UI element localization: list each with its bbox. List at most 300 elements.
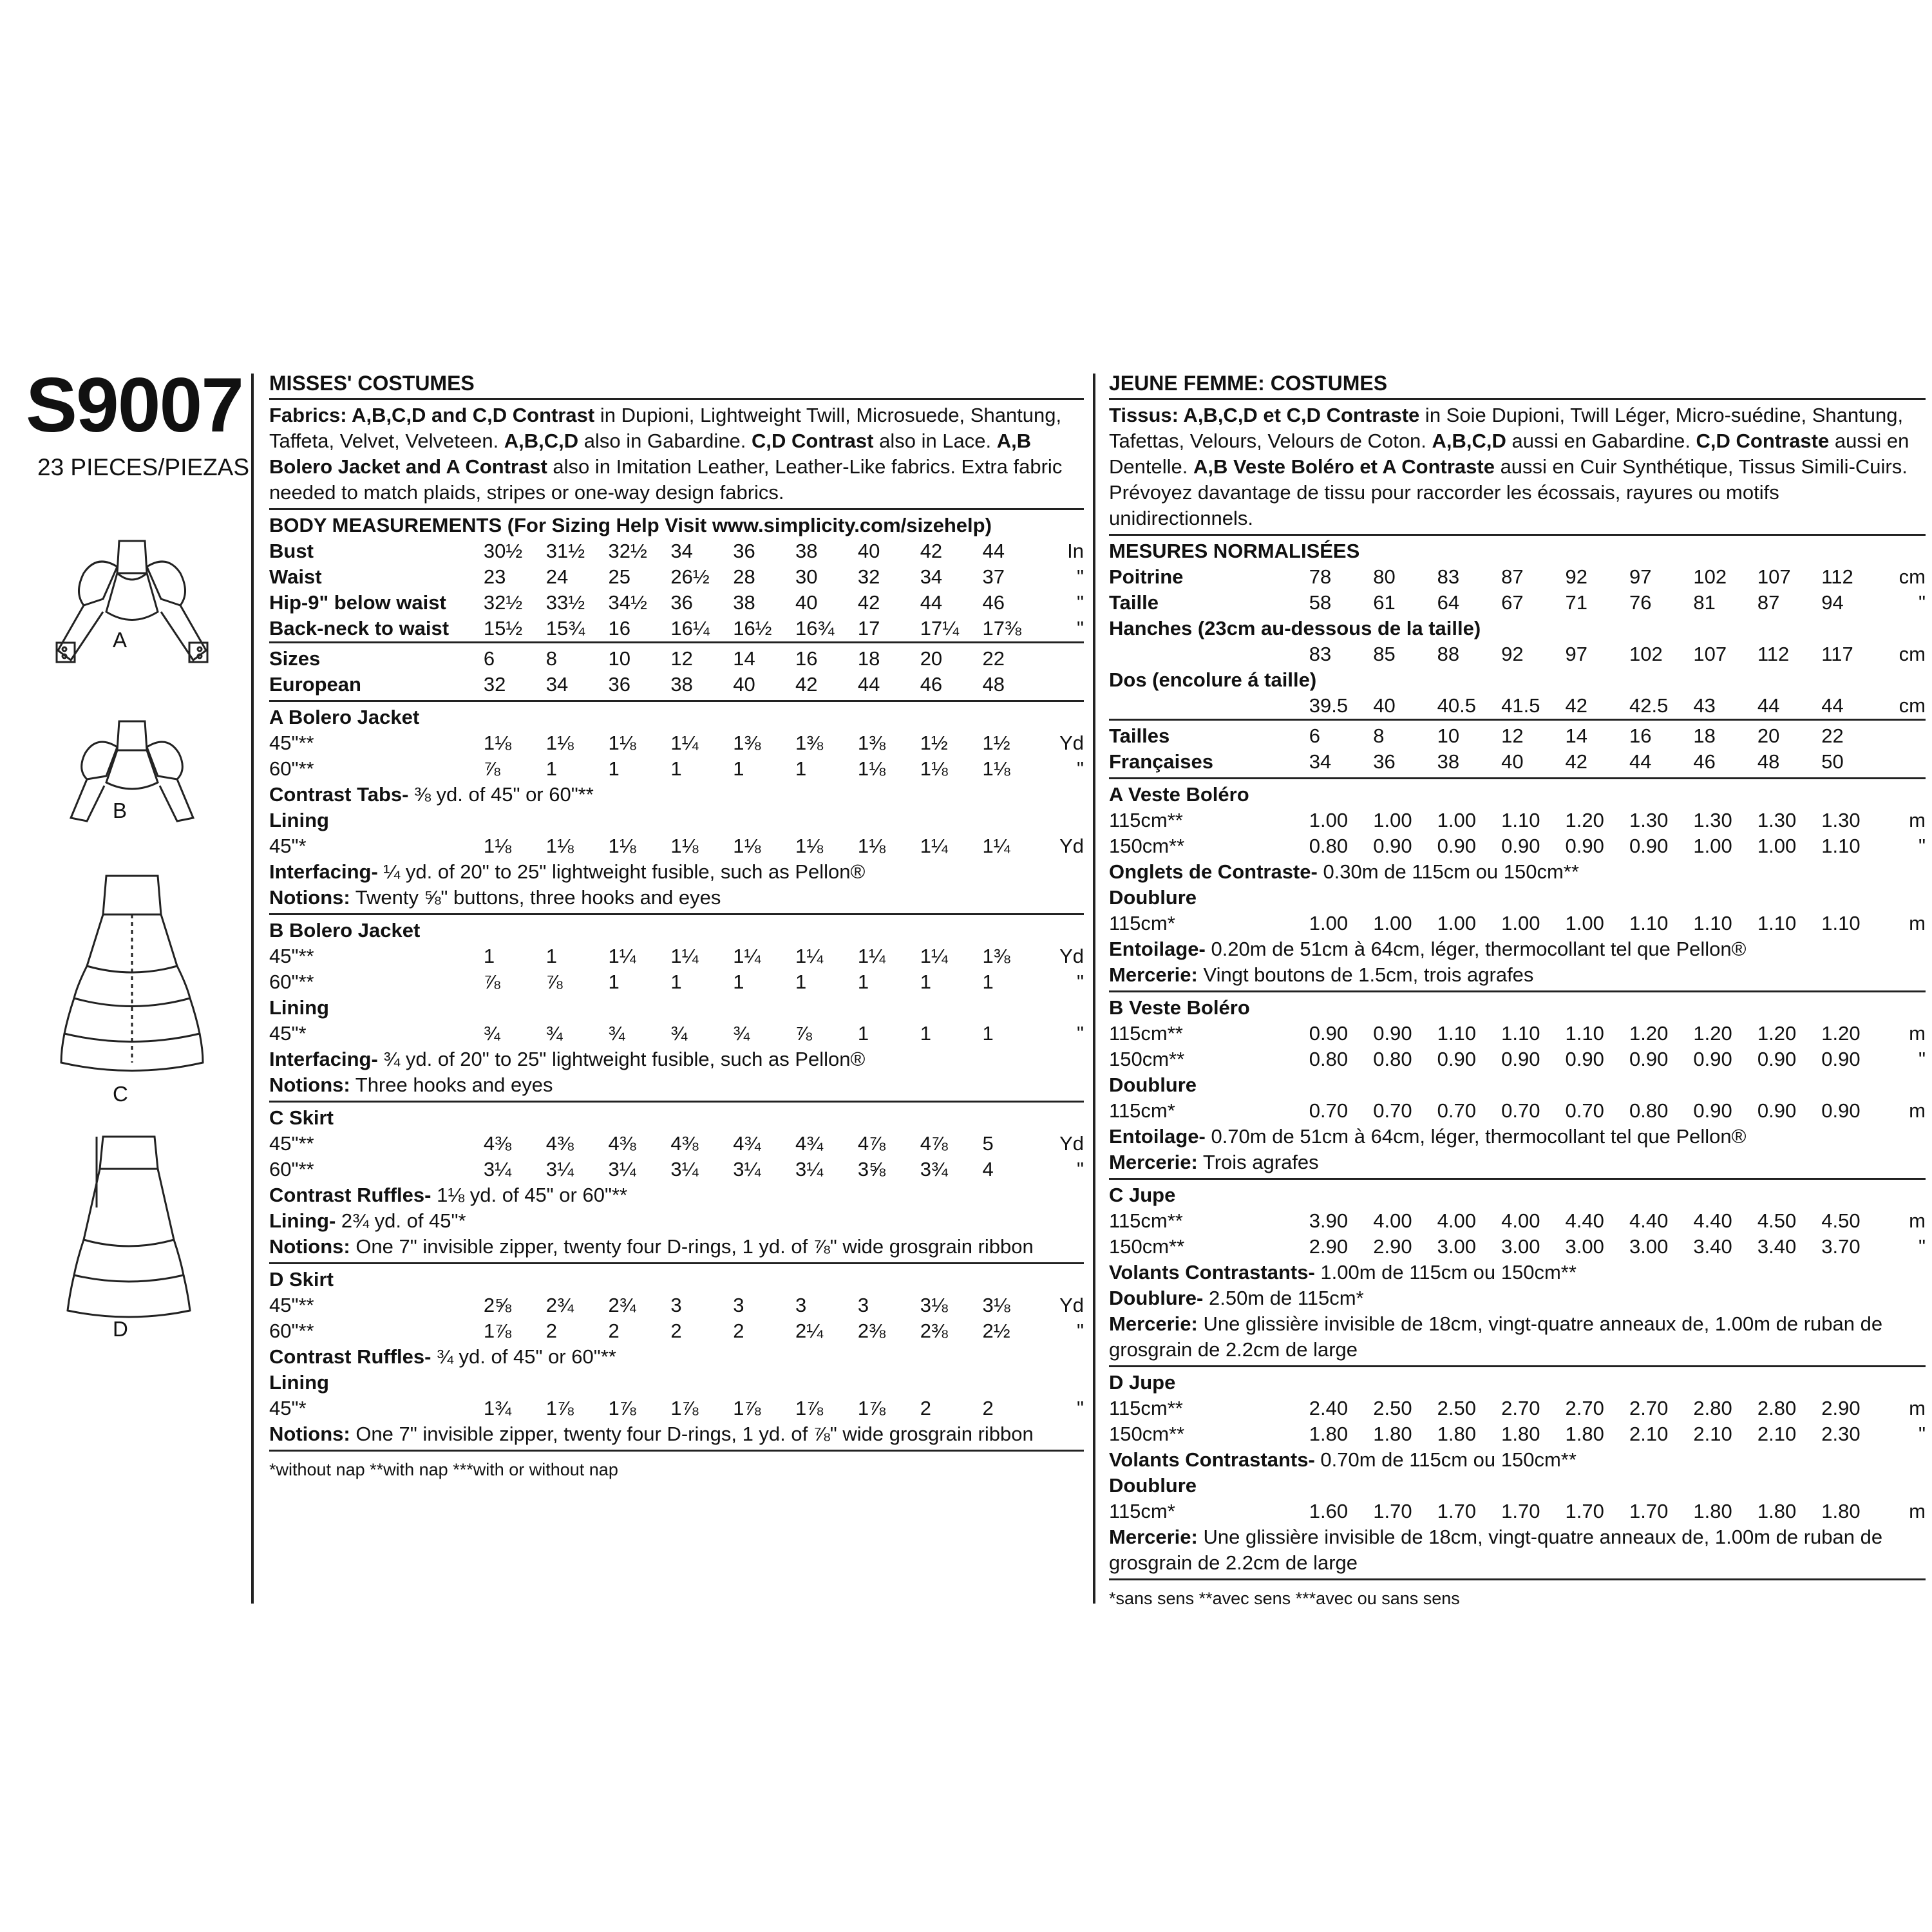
cell-value: 8 <box>545 647 557 670</box>
note-label: Volants Contrastants- <box>1109 1448 1315 1471</box>
cell-value: 16¼ <box>670 617 710 639</box>
unit-label: " <box>1918 1423 1926 1445</box>
cell-value: 3.00 <box>1629 1235 1669 1258</box>
cell-value: 30½ <box>483 540 523 562</box>
subsection-title: Lining <box>269 1371 329 1394</box>
cell-value: 2 <box>982 1397 994 1419</box>
section-title: A Veste Boléro <box>1109 783 1249 806</box>
cell-value: 3 <box>733 1294 744 1316</box>
cell-value: ¾ <box>670 1022 688 1045</box>
cell-value: 1 <box>670 757 682 780</box>
table-row <box>269 943 1084 969</box>
note-label: Contrast Tabs- <box>269 783 409 806</box>
tissus-text-2: aussi en Gabardine. <box>1506 430 1696 452</box>
cell-value: 112 <box>1757 643 1790 665</box>
cell-value: 2¾ <box>608 1294 636 1316</box>
table-row <box>1109 1208 1926 1234</box>
note-line <box>269 1182 1084 1208</box>
cell-value: 1.00 <box>1437 809 1476 831</box>
cell-value: 20 <box>920 647 943 670</box>
cell-value: 0.90 <box>1373 1022 1412 1045</box>
cell-value: 1⅞ <box>733 1397 761 1419</box>
section-title: D Jupe <box>1109 1371 1176 1394</box>
unit-label: m <box>1909 1500 1926 1522</box>
cell-value: 12 <box>670 647 693 670</box>
section-title: D Skirt <box>269 1268 334 1291</box>
cell-value: 1 <box>608 757 620 780</box>
cell-value: 1⅛ <box>857 757 886 780</box>
english-title: MISSES' COSTUMES <box>269 372 475 395</box>
row-label: Hip-9" below waist <box>269 591 446 614</box>
cell-value: 6 <box>1309 724 1321 747</box>
note-line <box>269 782 1084 808</box>
cell-value: 1¼ <box>795 945 824 967</box>
cell-value: 43 <box>1693 694 1716 717</box>
fabrics-text-2: also in Gabardine. <box>578 430 752 452</box>
note-text: Vingt boutons de 1.5cm, trois agrafes <box>1197 963 1534 986</box>
cell-value: 1.00 <box>1693 835 1732 857</box>
cell-value: 76 <box>1629 591 1652 614</box>
subsection-title: Doublure <box>1109 886 1197 909</box>
cell-value: 44 <box>982 540 1005 562</box>
note-line <box>269 859 1084 885</box>
table-row <box>1109 641 1926 667</box>
note-line <box>269 885 1084 911</box>
note-text: 2.50m de 115cm* <box>1203 1287 1364 1309</box>
table-row <box>269 969 1084 995</box>
cell-value: 42 <box>1565 694 1588 717</box>
cell-value: 1.80 <box>1757 1500 1797 1522</box>
cell-value: 1⅛ <box>857 835 886 857</box>
cell-value: 2.70 <box>1629 1397 1669 1419</box>
mesures-table <box>1109 564 1926 616</box>
cell-value: 2.80 <box>1757 1397 1797 1419</box>
cell-value: 41.5 <box>1501 694 1540 717</box>
cell-value: 3.00 <box>1565 1235 1604 1258</box>
cell-value: 1 <box>920 1022 931 1045</box>
cell-value: 16 <box>608 617 631 639</box>
cell-value: 0.90 <box>1693 1099 1732 1122</box>
row-label: 150cm** <box>1109 1235 1185 1258</box>
note-label: Entoilage- <box>1109 1125 1206 1148</box>
cell-value: 1¼ <box>920 945 948 967</box>
cell-value: 1⅞ <box>670 1397 699 1419</box>
unit-label: Yd <box>1059 1132 1084 1155</box>
cell-value: 4⅜ <box>670 1132 699 1155</box>
yardage-section <box>269 1262 1084 1447</box>
row-label: 115cm** <box>1109 1022 1183 1045</box>
cell-value: 3¼ <box>545 1158 574 1180</box>
cell-value: 2.70 <box>1565 1397 1604 1419</box>
cell-value: 0.90 <box>1821 1099 1861 1122</box>
cell-value: 25 <box>608 565 631 588</box>
unit-label: m <box>1909 809 1926 831</box>
cell-value: 10 <box>1437 724 1460 747</box>
cell-value: 31½ <box>545 540 585 562</box>
yardage-section <box>1109 777 1926 988</box>
cell-value: 0.90 <box>1629 1048 1669 1070</box>
cell-value: ⅞ <box>483 971 500 993</box>
cell-value: 1.10 <box>1501 809 1540 831</box>
note-line <box>269 1072 1084 1098</box>
table-row <box>269 564 1084 590</box>
yardage-table <box>269 1293 1084 1344</box>
table-row <box>1109 1396 1926 1421</box>
fabrics-bold-4: A,B Bolero Jacket and A Contrast <box>269 430 1032 478</box>
note-label: Entoilage- <box>1109 938 1206 960</box>
section-title: A Bolero Jacket <box>269 706 420 728</box>
yardage-section <box>1109 1178 1926 1363</box>
view-b-label: B <box>113 799 128 822</box>
cell-value: ¾ <box>545 1022 563 1045</box>
cell-value: 2¼ <box>795 1320 824 1342</box>
sizes-table <box>269 646 1084 697</box>
cell-value: 1⅜ <box>857 732 886 754</box>
cell-value: 42 <box>920 540 943 562</box>
view-d-label: D <box>113 1317 128 1341</box>
cell-value: 0.80 <box>1309 1048 1349 1070</box>
cell-value: 33½ <box>545 591 585 614</box>
unit-label: m <box>1909 1209 1926 1232</box>
table-row <box>269 730 1084 756</box>
body-measurements-title: BODY MEASUREMENTS (For Sizing Help Visit www.simplicity.com/sizehelp) <box>269 514 992 536</box>
cell-value: 40 <box>1501 750 1524 773</box>
cell-value: 4¾ <box>795 1132 824 1155</box>
cell-value: 4.40 <box>1629 1209 1669 1232</box>
note-label: Contrast Ruffles- <box>269 1184 431 1206</box>
cell-value: 0.90 <box>1565 1048 1604 1070</box>
table-row <box>1109 1046 1926 1072</box>
note-label: Mercerie: <box>1109 963 1198 986</box>
cell-value: 44 <box>1757 694 1780 717</box>
row-label: 60"** <box>269 971 314 993</box>
cell-value: 28 <box>733 565 755 588</box>
cell-value: 1⅛ <box>483 732 511 754</box>
cell-value: 2.50 <box>1437 1397 1476 1419</box>
cell-value: 71 <box>1565 591 1588 614</box>
unit-label: cm <box>1899 694 1926 717</box>
cell-value: 3 <box>670 1294 682 1316</box>
cell-value: 44 <box>920 591 943 614</box>
unit-label: Yd <box>1059 835 1084 857</box>
cell-value: 42 <box>795 673 818 696</box>
unit-label: " <box>1918 835 1926 857</box>
cell-value: 1 <box>795 757 807 780</box>
cell-value: 1⅛ <box>483 835 511 857</box>
tissus-bold-3: C,D Contraste <box>1696 430 1830 452</box>
table-row <box>1109 808 1926 833</box>
unit-label: " <box>1076 591 1084 614</box>
cell-value: 1.60 <box>1309 1500 1349 1522</box>
note-text: Three hooks and eyes <box>350 1074 553 1096</box>
note-label: Doublure- <box>1109 1287 1204 1309</box>
cell-value: 97 <box>1629 565 1652 588</box>
note-text: Trois agrafes <box>1197 1151 1319 1173</box>
cell-value: 3⅛ <box>920 1294 948 1316</box>
note-text: Une glissière invisible de 18cm, vingt-quatre anneaux de, 1.00m de ruban de grosgrain de 2.2cm de large <box>1109 1312 1883 1361</box>
unit-label: " <box>1076 617 1084 639</box>
note-text: 1.00m de 115cm ou 150cm** <box>1314 1261 1577 1283</box>
unit-label: " <box>1076 1158 1084 1180</box>
cell-value: 2⅜ <box>857 1320 886 1342</box>
cell-value: 46 <box>920 673 943 696</box>
cell-value: 40 <box>795 591 818 614</box>
cell-value: 38 <box>1437 750 1460 773</box>
note-label: Notions: <box>269 1423 350 1445</box>
cell-value: 0.90 <box>1501 1048 1540 1070</box>
table-row <box>1109 1499 1926 1524</box>
cell-value: 0.70 <box>1373 1099 1412 1122</box>
cell-value: 4⅜ <box>545 1132 574 1155</box>
cell-value: 3 <box>795 1294 807 1316</box>
hanches-label: Hanches (23cm au-dessous de la taille) <box>1109 617 1481 639</box>
cell-value: 1⅜ <box>795 732 824 754</box>
view-d-sketch <box>58 1130 206 1327</box>
cell-value: 0.90 <box>1757 1048 1797 1070</box>
cell-value: 1.00 <box>1757 835 1797 857</box>
note-label: Interfacing- <box>269 860 378 883</box>
cell-value: 16¾ <box>795 617 835 639</box>
cell-value: 2¾ <box>545 1294 574 1316</box>
cell-value: 1⅛ <box>795 835 824 857</box>
cell-value: 0.70 <box>1565 1099 1604 1122</box>
unit-label: " <box>1918 591 1926 614</box>
cell-value: 17⅜ <box>982 617 1021 639</box>
table-row <box>269 672 1084 697</box>
row-label: Back-neck to waist <box>269 617 450 639</box>
view-a-sketch <box>45 528 219 679</box>
cell-value: 1.70 <box>1565 1500 1604 1522</box>
row-label: 150cm** <box>1109 1423 1185 1445</box>
cell-value: 3.00 <box>1501 1235 1540 1258</box>
cell-value: 44 <box>1821 694 1844 717</box>
cell-value: 1 <box>920 971 931 993</box>
row-label: Waist <box>269 565 322 588</box>
cell-value: 15½ <box>483 617 523 639</box>
cell-value: 2.90 <box>1309 1235 1349 1258</box>
cell-value: 1⅛ <box>982 757 1010 780</box>
cell-value: 46 <box>1693 750 1716 773</box>
cell-value: 1½ <box>982 732 1010 754</box>
unit-label: " <box>1076 971 1084 993</box>
yardage-table <box>269 833 1084 859</box>
yardage-table <box>1109 1396 1926 1447</box>
yardage-section <box>269 913 1084 1098</box>
table-row <box>269 756 1084 782</box>
fabrics-bold-3: C,D Contrast <box>752 430 874 452</box>
note-label: Notions: <box>269 1074 350 1096</box>
cell-value: 4.40 <box>1693 1209 1732 1232</box>
cell-value: 1.00 <box>1373 912 1412 934</box>
cell-value: 1¼ <box>670 945 699 967</box>
table-row <box>269 833 1084 859</box>
unit-label: Yd <box>1059 1294 1084 1316</box>
unit-label <box>1886 723 1926 749</box>
note-text: Une glissière invisible de 18cm, vingt-quatre anneaux de, 1.00m de ruban de grosgrain de 2.2cm de large <box>1109 1526 1883 1574</box>
cell-value: 6 <box>483 647 495 670</box>
yardage-table <box>269 1131 1084 1182</box>
note-text: Twenty ⅝" buttons, three hooks and eyes <box>350 886 721 909</box>
cell-value: 3.90 <box>1309 1209 1349 1232</box>
yardage-table <box>1109 1098 1926 1124</box>
unit-label: cm <box>1899 643 1926 665</box>
cell-value: 4⅞ <box>920 1132 948 1155</box>
cell-value: 17 <box>857 617 880 639</box>
section-title: C Skirt <box>269 1106 334 1129</box>
tissus-text-1: in Soie Dupioni, Twill Léger, Micro-suédine, Shantung, Tafettas, Velours, Velours de Coton. <box>1109 404 1904 452</box>
cell-value: 1.80 <box>1693 1500 1732 1522</box>
unit-label: " <box>1076 1320 1084 1342</box>
cell-value: 34½ <box>608 591 647 614</box>
cell-value: 1.30 <box>1693 809 1732 831</box>
yardage-table <box>269 730 1084 782</box>
note-line <box>1109 1524 1926 1576</box>
unit-label: " <box>1918 1048 1926 1070</box>
cell-value: 117 <box>1821 643 1853 665</box>
cell-value: 1.10 <box>1565 1022 1604 1045</box>
cell-value: 0.80 <box>1629 1099 1669 1122</box>
french-title: JEUNE FEMME: COSTUMES <box>1109 372 1388 395</box>
note-line <box>269 1344 1084 1370</box>
cell-value: 1.80 <box>1437 1423 1476 1445</box>
row-label: European <box>269 673 361 696</box>
row-label: Bust <box>269 540 314 562</box>
table-row <box>1109 1021 1926 1046</box>
note-label: Interfacing- <box>269 1048 378 1070</box>
english-column <box>269 370 1084 1482</box>
unit-label <box>1045 646 1084 672</box>
cell-value: 1⅞ <box>483 1320 511 1342</box>
cell-value: 1.30 <box>1821 809 1861 831</box>
cell-value: 44 <box>1629 750 1652 773</box>
cell-value: 44 <box>857 673 880 696</box>
table-row <box>1109 1098 1926 1124</box>
table-row <box>269 616 1084 641</box>
yardage-section <box>1109 990 1926 1175</box>
cell-value: 3¼ <box>608 1158 636 1180</box>
row-label: Tailles <box>1109 724 1170 747</box>
english-yardage-sections <box>269 700 1084 1447</box>
cell-value: ⅞ <box>545 971 563 993</box>
cell-value: 2⅝ <box>483 1294 511 1316</box>
cell-value: 39.5 <box>1309 694 1349 717</box>
fabrics-text-3: also in Lace. <box>873 430 997 452</box>
row-label: Poitrine <box>1109 565 1184 588</box>
table-row <box>1109 749 1926 775</box>
cell-value: 1⅛ <box>545 732 574 754</box>
row-label: 45"** <box>269 1132 314 1155</box>
row-label: 45"* <box>269 835 307 857</box>
cell-value: 1 <box>733 757 744 780</box>
note-text: 2¾ yd. of 45"* <box>336 1209 466 1232</box>
cell-value: 2.70 <box>1501 1397 1540 1419</box>
note-label: Lining- <box>269 1209 336 1232</box>
cell-value: 2.80 <box>1693 1397 1732 1419</box>
tissus-bold-4: A,B Veste Boléro et A Contraste <box>1193 455 1495 478</box>
note-label: Mercerie: <box>1109 1312 1198 1335</box>
cell-value: 2 <box>545 1320 557 1342</box>
yardage-table <box>1109 1021 1926 1072</box>
cell-value: 40 <box>1373 694 1396 717</box>
table-row <box>269 1318 1084 1344</box>
note-line <box>1109 936 1926 962</box>
note-line <box>1109 1311 1926 1363</box>
cell-value: 64 <box>1437 591 1460 614</box>
row-label: 115cm** <box>1109 809 1183 831</box>
cell-value: 1⅛ <box>670 835 699 857</box>
cell-value: 22 <box>982 647 1005 670</box>
cell-value: 4 <box>982 1158 994 1180</box>
cell-value: 1 <box>608 971 620 993</box>
unit-label: cm <box>1899 565 1926 588</box>
cell-value: 3¼ <box>795 1158 824 1180</box>
unit-label: " <box>1076 1397 1084 1419</box>
unit-label: Yd <box>1059 732 1084 754</box>
cell-value: 48 <box>1757 750 1780 773</box>
cell-value: 1⅞ <box>857 1397 886 1419</box>
cell-value: 23 <box>483 565 506 588</box>
cell-value: 1.20 <box>1821 1022 1861 1045</box>
yardage-table <box>269 943 1084 995</box>
cell-value: 14 <box>1565 724 1588 747</box>
cell-value: 1.20 <box>1693 1022 1732 1045</box>
row-label: Françaises <box>1109 750 1213 773</box>
note-line <box>1109 1285 1926 1311</box>
cell-value: 1 <box>733 971 744 993</box>
note-line <box>269 1421 1084 1447</box>
row-label <box>1109 641 1309 667</box>
note-line <box>269 1234 1084 1260</box>
left-divider <box>251 374 254 1604</box>
note-text: One 7" invisible zipper, twenty four D-rings, 1 yd. of ⅞" wide grosgrain ribbon <box>350 1235 1034 1258</box>
cell-value: 102 <box>1693 565 1727 588</box>
cell-value: 2.40 <box>1309 1397 1349 1419</box>
cell-value: 30 <box>795 565 818 588</box>
cell-value: 34 <box>1309 750 1332 773</box>
english-footnote: *without nap **with nap ***with or without nap <box>269 1450 1084 1482</box>
note-label: Contrast Ruffles- <box>269 1345 431 1368</box>
cell-value: 1½ <box>920 732 948 754</box>
cell-value: 2 <box>733 1320 744 1342</box>
cell-value: 10 <box>608 647 631 670</box>
cell-value: 81 <box>1693 591 1716 614</box>
section-title: C Jupe <box>1109 1184 1176 1206</box>
row-label: 45"** <box>269 1294 314 1316</box>
view-c-sketch <box>52 869 213 1079</box>
cell-value: ¾ <box>608 1022 625 1045</box>
cell-value: 3¼ <box>733 1158 761 1180</box>
cell-value: 3.70 <box>1821 1235 1861 1258</box>
cell-value: 2 <box>920 1397 931 1419</box>
cell-value: 1.10 <box>1629 912 1669 934</box>
yardage-section <box>1109 1365 1926 1576</box>
table-row <box>269 538 1084 564</box>
cell-value: 1 <box>545 757 557 780</box>
cell-value: ⅞ <box>795 1022 812 1045</box>
cell-value: 1 <box>483 945 495 967</box>
cell-value: 1.00 <box>1309 912 1349 934</box>
cell-value: 87 <box>1501 565 1524 588</box>
row-label: 45"* <box>269 1397 307 1419</box>
cell-value: 1.10 <box>1757 912 1797 934</box>
note-line <box>1109 1260 1926 1285</box>
cell-value: 1.20 <box>1757 1022 1797 1045</box>
cell-value: 1¼ <box>920 835 948 857</box>
cell-value: 1.80 <box>1565 1423 1604 1445</box>
row-label <box>1109 693 1309 719</box>
cell-value: 1.10 <box>1693 912 1732 934</box>
cell-value: 3¼ <box>670 1158 699 1180</box>
